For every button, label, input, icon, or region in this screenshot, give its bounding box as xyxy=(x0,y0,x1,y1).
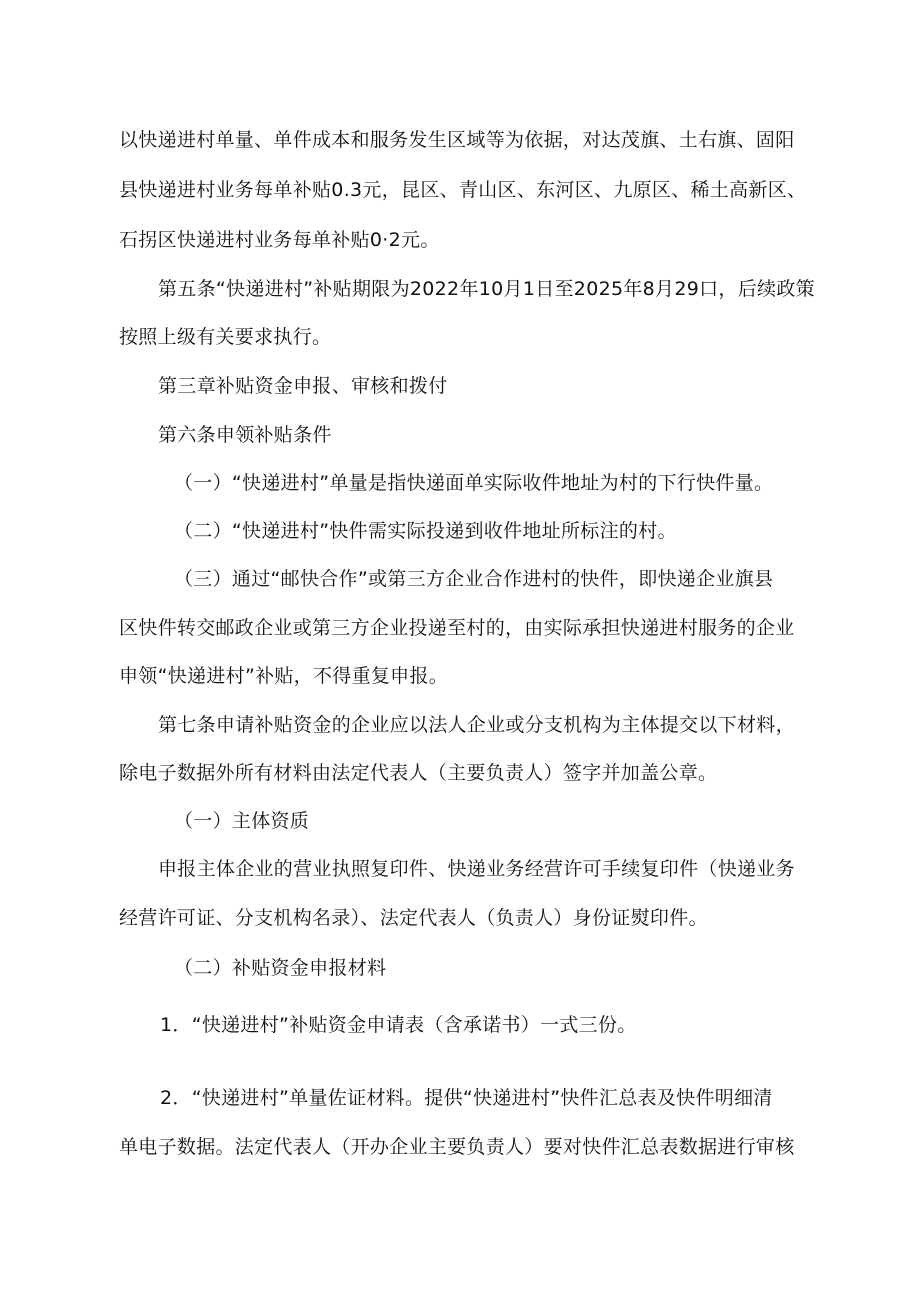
article-7-line-2: 除电子数据外所有材料由法定代表人（主要负责人）签字并加盖公章。 xyxy=(119,762,718,784)
condition-3-line-1: （三）通过“邮快合作”或第三方企业合作进村的快件，即快递企业旗县 xyxy=(174,568,774,590)
condition-2: （二）“快递进村”快件需实际投递到收件地址所标注的村。 xyxy=(174,520,677,542)
text-line-2: 县快递进村业务每单补贴0.3元，昆区、青山区、东河区、九原区、稀土高新区、 xyxy=(119,179,807,201)
chapter-3-heading: 第三章补贴资金申报、审核和拨付 xyxy=(158,375,448,397)
material-item-2-line-2: 单电子数据。法定代表人（开办企业主要负责人）要对快件汇总表数据进行审核 xyxy=(119,1136,795,1158)
article-5-line-1: 第五条“快递进村”补贴期限为2022年10月1日至2025年8月29口，后续政策 xyxy=(158,278,815,300)
text-line-1: 以快递进村单量、单件成本和服务发生区域等为依据，对达茂旗、土右旗、固阳 xyxy=(119,129,795,151)
text-line-3: 石拐区快递进村业务每单补贴0·2元。 xyxy=(119,229,440,251)
qualification-line-1: 申报主体企业的营业执照复印件、快递业务经营许可手续复印件（快递业务 xyxy=(158,858,795,880)
section-subject-qualification: （一）主体资质 xyxy=(174,810,310,832)
qualification-line-2: 经营许可证、分支机构名录）、法定代表人（负责人）身份证熨印件。 xyxy=(119,907,708,929)
condition-1: （一）“快递进村”单量是指快递面单实际收件地址为村的下行快件量。 xyxy=(174,472,774,494)
article-6-heading: 第六条申领补贴条件 xyxy=(158,424,332,446)
condition-3-line-3: 申领“快递进村”补贴，不得重复申报。 xyxy=(119,665,449,687)
material-item-2-line-1: 2．“快递进村”单量佐证材料。提供“快递进村”快件汇总表及快件明细清 xyxy=(160,1087,773,1109)
material-item-1: 1．“快递进村”补贴资金申请表（含承诺书）一式三份。 xyxy=(160,1014,637,1036)
condition-3-line-2: 区快件转交邮政企业或第三方企业投递至村的，由实际承担快递进村服务的企业 xyxy=(119,617,795,639)
section-application-materials: （二）补贴资金申报材料 xyxy=(174,957,387,979)
article-5-line-2: 按照上级有关要求执行。 xyxy=(119,326,332,348)
article-7-line-1: 第七条申请补贴资金的企业应以法人企业或分支机构为主体提交以下材料， xyxy=(158,714,795,736)
